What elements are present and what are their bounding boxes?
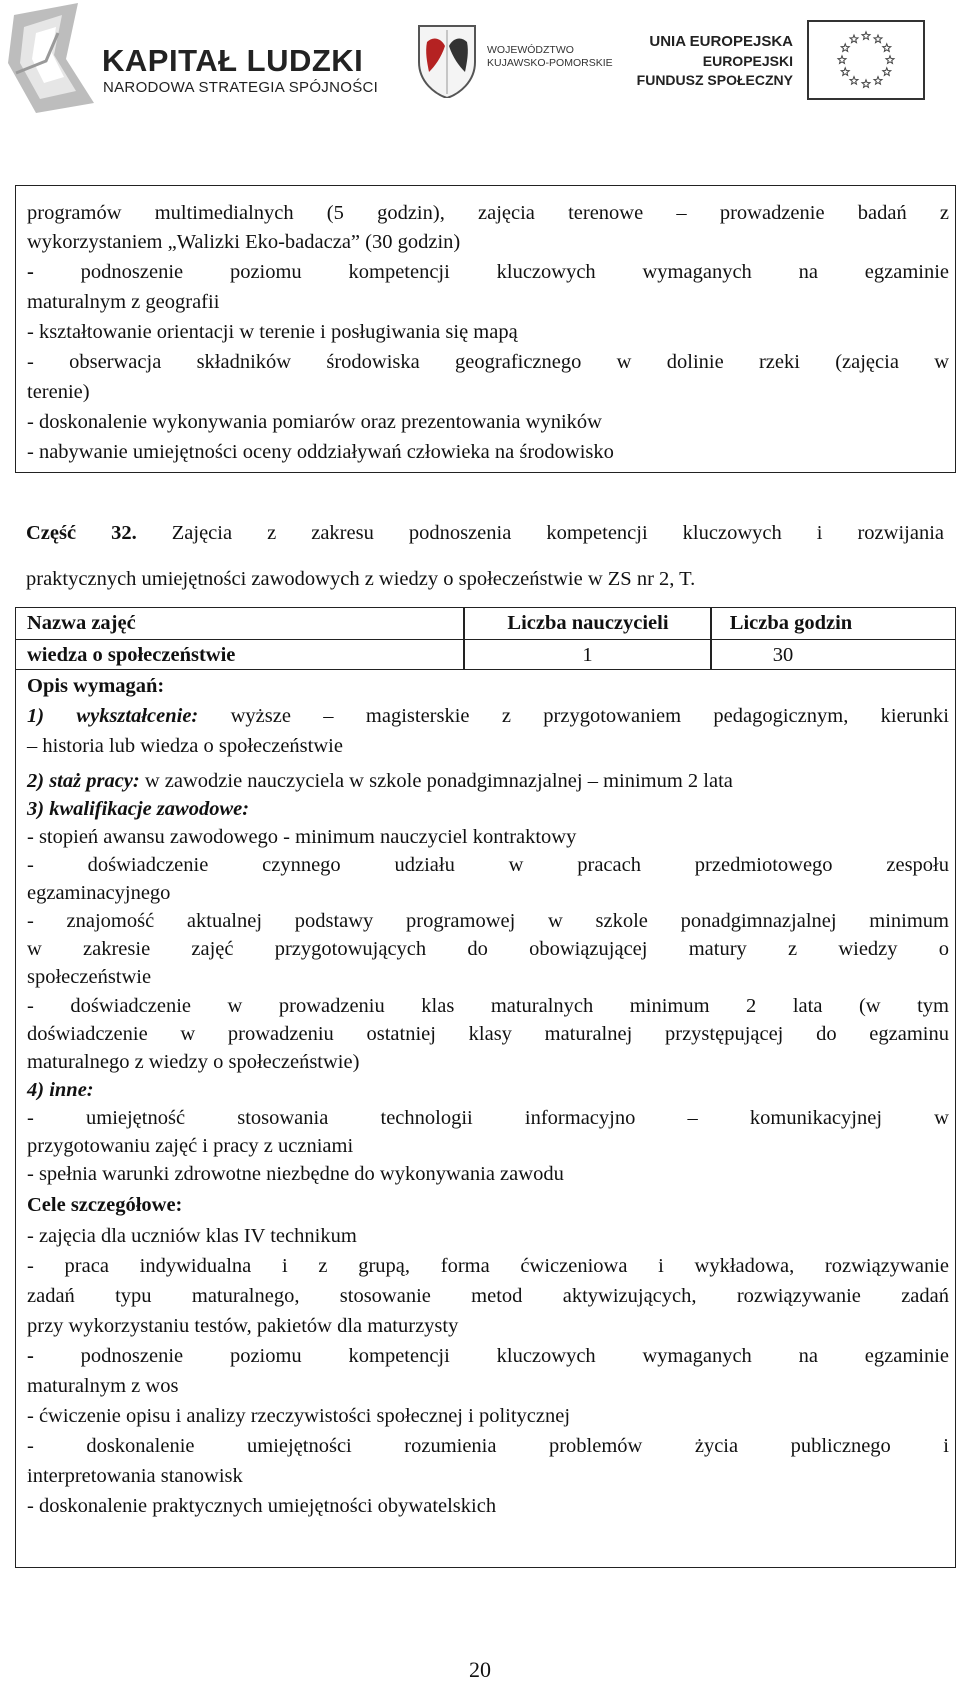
continuation-line-2: wykorzystaniem „Walizki Eko-badacza” (30 godzin) <box>27 231 461 253</box>
kapital-ludzki-subtitle: NARODOWA STRATEGIA SPÓJNOŚCI <box>103 79 379 96</box>
goal-line-5 <box>27 1343 949 1369</box>
continuation-line-7: terenie) <box>27 381 90 403</box>
goal-line-3: zadań typu maturalnego, stosowanie metod aktywizujących, rozwiązywanie zadań <box>27 1285 949 1307</box>
other-line-1: - umiejętność stosowania technologii informacyjno – komunikacyjnej w <box>27 1107 949 1129</box>
eu-stars-icon <box>809 22 923 98</box>
continuation-line-6: - obserwacja składników środowiska geograficznego w dolinie rzeki (zajęcia w <box>27 351 949 373</box>
page-number: 20 <box>469 1657 491 1682</box>
education-line-1 <box>27 703 949 729</box>
part-title-line1: Zajęcia z zakresu podnoszenia kompetencji kluczowych i rozwijania <box>171 522 944 544</box>
bold-dash: - <box>27 1345 34 1367</box>
table-divider <box>710 608 712 670</box>
experience-text: w zawodzie nauczyciela w szkole ponadgimnazjalnej – minimum 2 lata <box>144 770 733 792</box>
header-hours: Liczba godzin <box>729 612 853 634</box>
experience-line <box>27 768 733 794</box>
requirements-heading: Opis wymagań: <box>27 675 165 697</box>
goal-line-8: - doskonalenie umiejętności rozumienia problemów życia publicznego i <box>27 1435 949 1457</box>
qualifications-label: 3) kwalifikacje zawodowe: <box>27 798 250 820</box>
header-course-name: Nazwa zajęć <box>27 612 136 634</box>
eu-star-icon <box>874 35 882 43</box>
eu-star-icon <box>850 35 858 43</box>
education-label: 1) wykształcenie: <box>27 705 199 727</box>
course-name: wiedza o społeczeństwie <box>27 644 236 666</box>
eu-star-icon <box>874 77 882 85</box>
kapital-ludzki-title: KAPITAŁ LUDZKI <box>102 43 364 78</box>
part-title-line2: praktycznych umiejętności zawodowych z wiedzy o społeczeństwie w ZS nr 2, T. <box>26 568 696 590</box>
continuation-line-3-text: podnoszenie poziomu kompetencji kluczowych wymaganych na egzaminie <box>80 261 950 283</box>
qualification-line-4: - znajomość aktualnej podstawy programowej w szkole ponadgimnazjalnej minimum <box>27 910 949 932</box>
other-label: 4) inne: <box>27 1079 94 1101</box>
goal-line-10: - doskonalenie praktycznych umiejętności obywatelskich <box>27 1495 497 1517</box>
ue-line1: UNIA EUROPEJSKA <box>649 33 793 50</box>
eu-star-icon <box>883 68 891 76</box>
qualification-line-5: w zakresie zajęć przygotowujących do obowiązującej matury z wiedzy o <box>27 938 949 960</box>
continuation-line-8: - doskonalenie wykonywania pomiarów oraz prezentowania wyników <box>27 411 602 433</box>
hours-count: 30 <box>772 644 794 666</box>
experience-label: 2) staż pracy: <box>27 770 140 792</box>
other-line-3: - spełnia warunki zdrowotne niezbędne do wykonywania zawodu <box>27 1163 564 1185</box>
goal-line-5-text: podnoszenie poziomu kompetencji kluczowych wymaganych na egzaminie <box>80 1345 950 1367</box>
coat-of-arms-icon <box>415 22 479 98</box>
eu-star-icon <box>862 32 870 40</box>
education-text: wyższe – magisterskie z przygotowaniem pedagogicznym, kierunki <box>230 705 949 727</box>
continuation-box <box>15 185 956 473</box>
other-line-2: przygotowaniu zajęć i pracy z uczniami <box>27 1135 354 1157</box>
continuation-line-9: - nabywanie umiejętności oceny oddziaływań człowieka na środowisko <box>27 441 614 463</box>
wojewodztwo-line1: WOJEWÓDZTWO <box>487 44 574 56</box>
continuation-line-3 <box>27 259 949 285</box>
eu-star-icon <box>838 56 846 64</box>
eu-flag-icon <box>807 20 925 100</box>
part-heading <box>26 520 944 546</box>
goal-line-2: - praca indywidualna i z grupą, forma ćwiczeniowa i wykładowa, rozwiązywanie <box>27 1255 949 1277</box>
wojewodztwo-logo <box>415 20 635 100</box>
kapital-ludzki-logo <box>6 3 379 118</box>
part-label: Część 32. <box>26 522 137 544</box>
wojewodztwo-line2: KUJAWSKO-POMORSKIE <box>487 57 613 69</box>
bold-dash: - <box>27 261 34 283</box>
unia-europejska-logo <box>636 20 925 100</box>
qualification-line-7: - doświadczenie w prowadzeniu klas maturalnych minimum 2 lata (w tym <box>27 995 949 1017</box>
header-teachers: Liczba nauczycieli <box>507 612 669 634</box>
goals-heading: Cele szczegółowe: <box>27 1194 183 1216</box>
continuation-line-1: programów multimedialnych (5 godzin), zajęcia terenowe – prowadzenie badań z <box>27 202 949 224</box>
qualification-line-6: społeczeństwie <box>27 966 152 988</box>
ue-line2: EUROPEJSKI <box>702 53 793 69</box>
goal-line-6: maturalnym z wos <box>27 1375 179 1397</box>
eu-star-icon <box>862 80 870 88</box>
continuation-line-5: - kształtowanie orientacji w terenie i posługiwania się mapą <box>27 321 518 343</box>
qualification-line-9: maturalnego z wiedzy o społeczeństwie) <box>27 1051 360 1073</box>
goal-line-4: przy wykorzystaniu testów, pakietów dla maturzysty <box>27 1315 459 1337</box>
education-line-2: – historia lub wiedza o społeczeństwie <box>27 735 343 757</box>
goal-line-9: interpretowania stanowisk <box>27 1465 243 1487</box>
goal-line-1: - zajęcia dla uczniów klas IV technikum <box>27 1225 357 1247</box>
eu-star-icon <box>886 56 894 64</box>
qualification-line-8: doświadczenie w prowadzeniu ostatniej klasy maturalnej przystępującej do egzaminu <box>27 1023 949 1045</box>
qualification-line-2: - doświadczenie czynnego udziału w pracach przedmiotowego zespołu <box>27 854 949 876</box>
kapital-ludzki-star-icon <box>6 3 96 115</box>
course-box <box>15 607 956 1568</box>
qualification-line-3: egzaminacyjnego <box>27 882 171 904</box>
continuation-line-4: maturalnym z geografii <box>27 291 220 313</box>
teachers-count: 1 <box>582 644 593 666</box>
eu-star-icon <box>841 44 849 52</box>
eu-star-icon <box>841 68 849 76</box>
eu-star-icon <box>883 44 891 52</box>
qualification-line-1: - stopień awansu zawodowego - minimum nauczyciel kontraktowy <box>27 826 577 848</box>
eu-star-icon <box>850 77 858 85</box>
ue-line3: FUNDUSZ SPOŁECZNY <box>636 72 793 88</box>
goal-line-7: - ćwiczenie opisu i analizy rzeczywistości społecznej i politycznej <box>27 1405 571 1427</box>
